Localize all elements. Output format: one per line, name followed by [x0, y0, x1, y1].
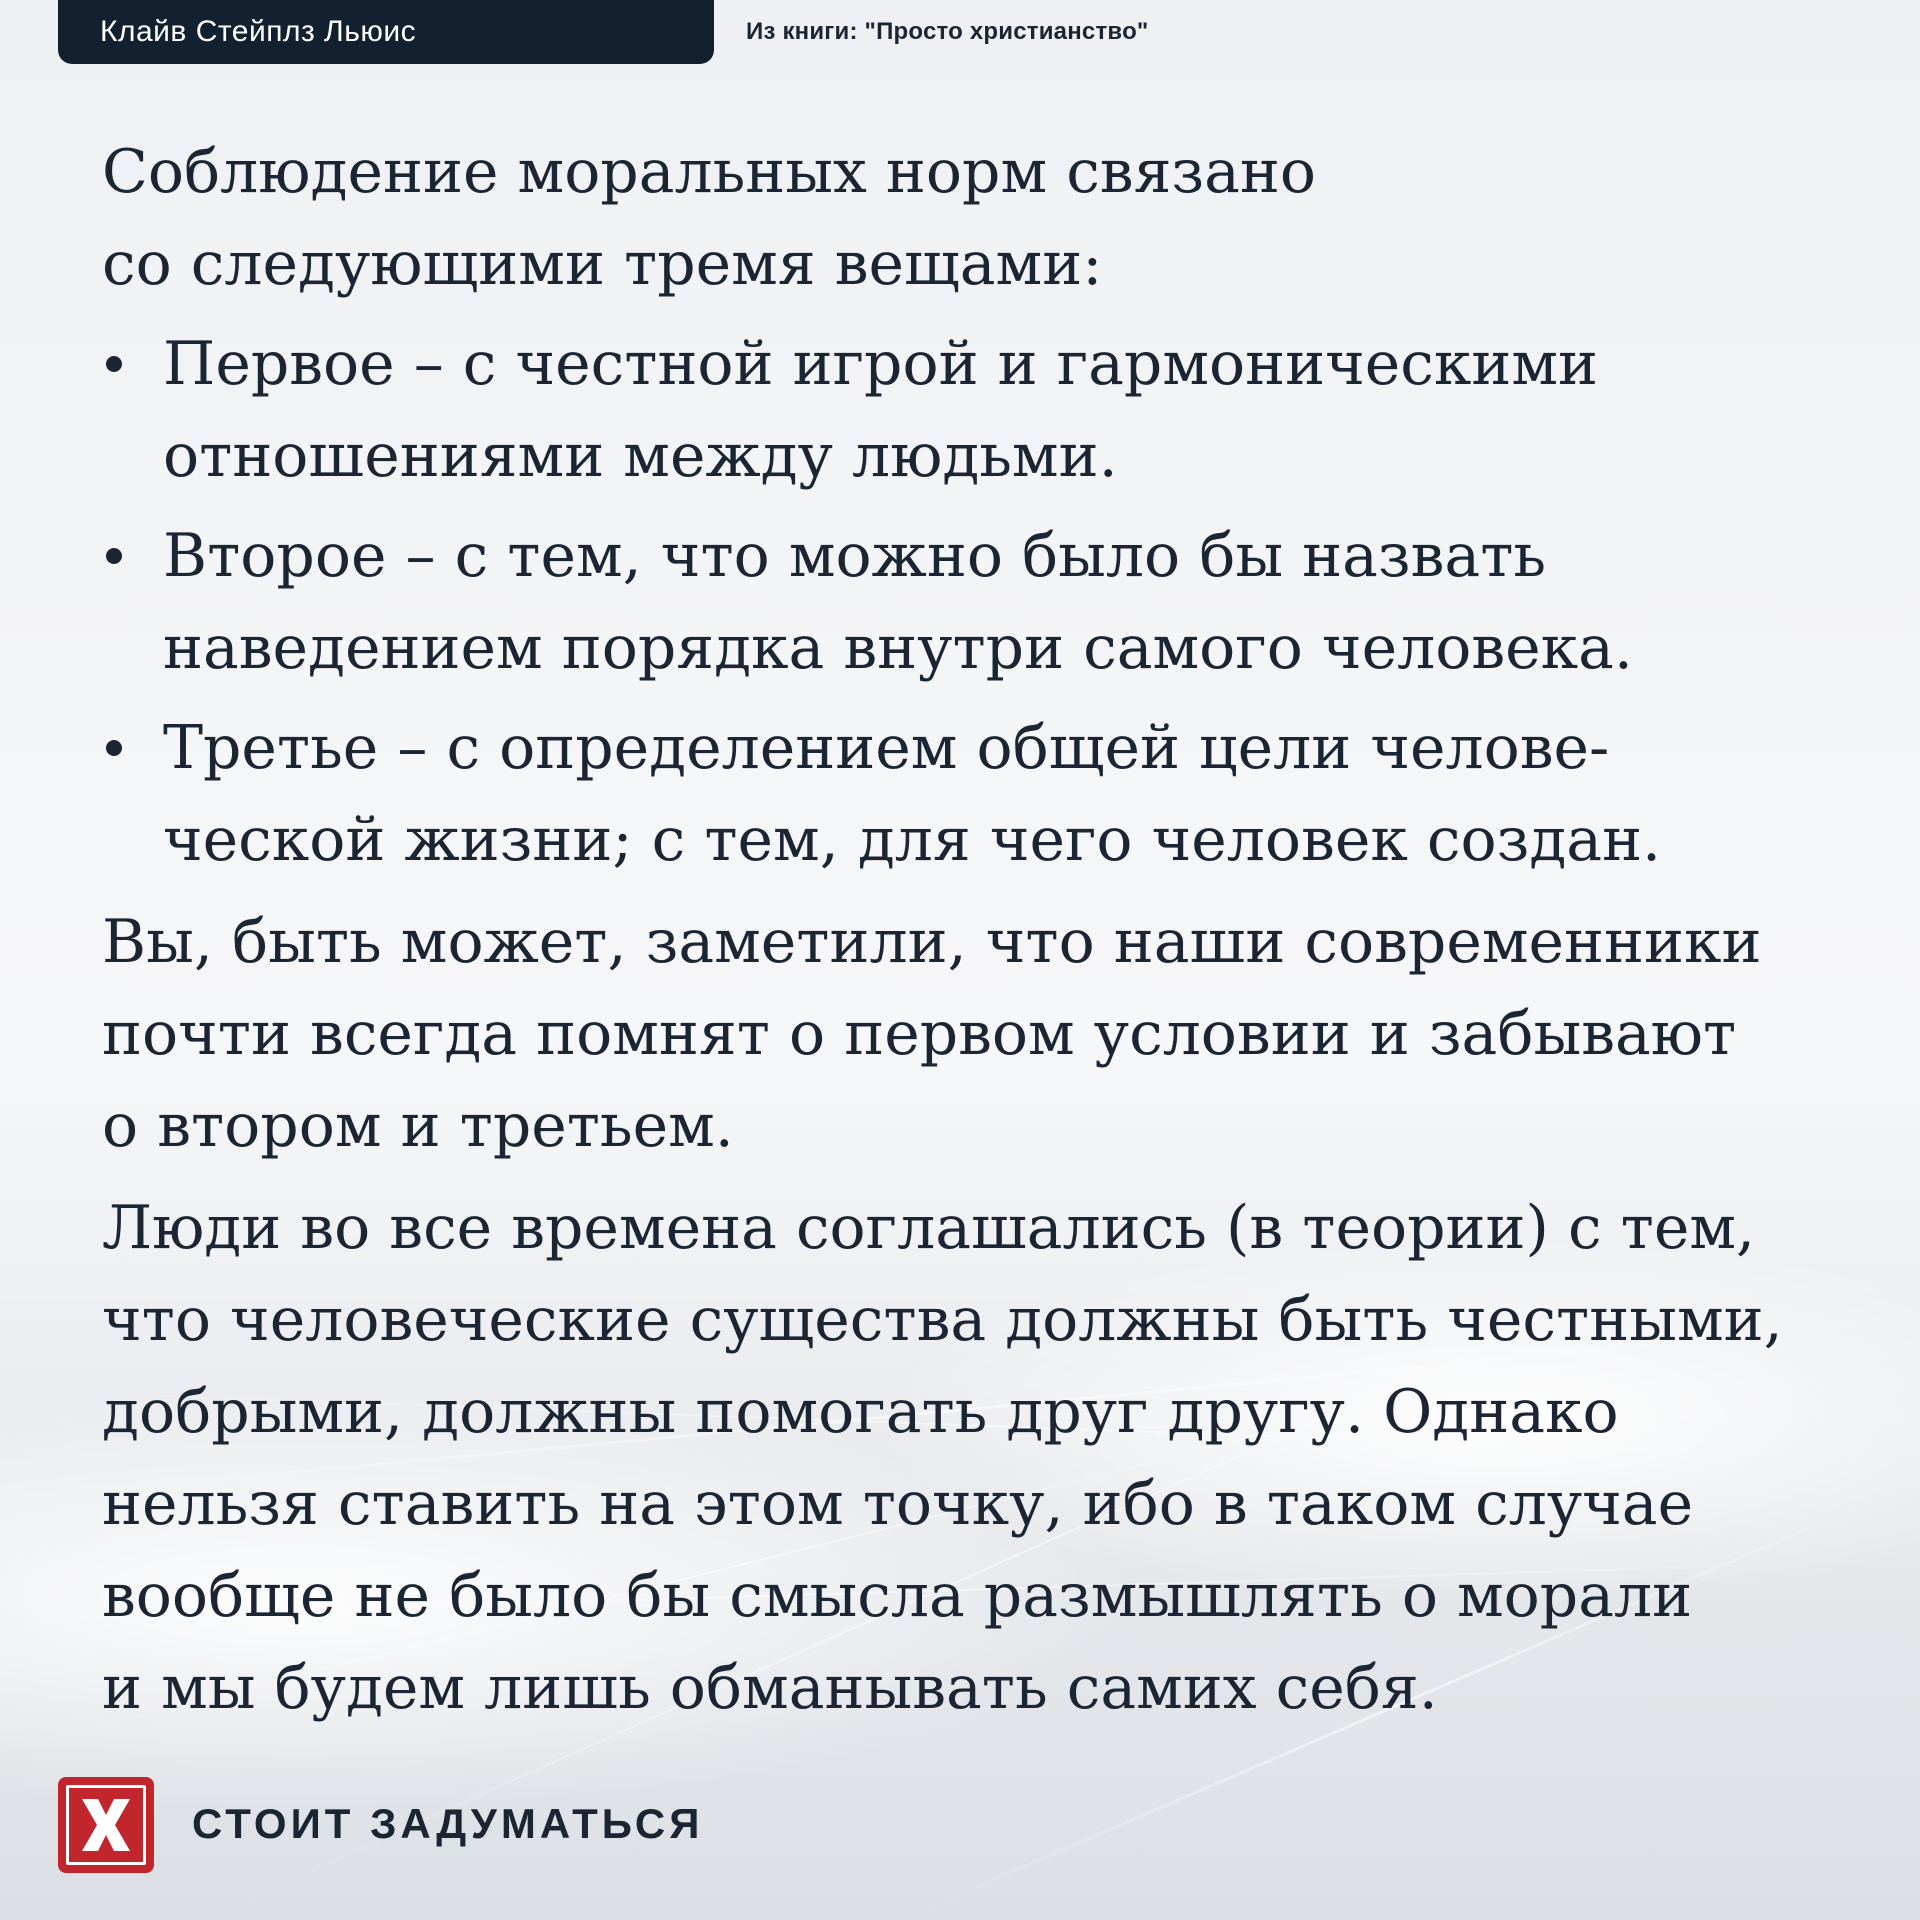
bullet-dot-icon [106, 356, 122, 372]
paragraph-line: Вы, быть может, заметили, что наши современники [102, 907, 1762, 977]
bullet-item-second [102, 510, 1862, 694]
bullet-dot-icon [106, 740, 122, 756]
paragraph-people-agreed [102, 1182, 1862, 1734]
bullet-line: Третье – с определением общей цели челове- [163, 713, 1610, 783]
paragraph-line: добрыми, должны помогать друг другу. Однако [102, 1377, 1619, 1447]
intro-line: Соблюдение моральных норм связано [102, 137, 1317, 207]
paragraph-line: вообще не было бы смысла размышлять о морали [102, 1561, 1693, 1631]
book-source: Из книги: "Просто христианство" [746, 18, 1149, 45]
author-name: Клайв Стейплз Льюис [100, 15, 417, 48]
bullet-line: Первое – с честной игрой и гармоническими [163, 329, 1599, 399]
paragraph-line: о втором и третьем. [102, 1091, 734, 1161]
brand-label: СТОИТ ЗАДУМАТЬСЯ [192, 1800, 704, 1847]
intro-paragraph [102, 126, 1862, 310]
x-logo-icon [58, 1777, 154, 1873]
paragraph-line: что человеческие существа должны быть честными, [102, 1285, 1783, 1355]
paragraph-line: почти всегда помнят о первом условии и забывают [102, 999, 1737, 1069]
bullet-line: ческой жизни; с тем, для чего человек создан. [163, 805, 1662, 875]
paragraph-modern-people [102, 896, 1862, 1172]
quote-body [102, 126, 1862, 1734]
bullet-line: Второе – с тем, что можно было бы назвать [163, 521, 1547, 591]
bullet-item-third [102, 702, 1862, 886]
paragraph-line: Люди во все времена соглашались (в теории) с тем, [102, 1193, 1756, 1263]
bullet-line: отношениями между людьми. [163, 421, 1118, 491]
bullet-list [102, 318, 1862, 886]
paragraph-line: нельзя ставить на этом точку, ибо в таком случае [102, 1469, 1694, 1539]
bullet-line: наведением порядка внутри самого человека. [163, 613, 1633, 683]
intro-line: со следующими тремя вещами: [102, 229, 1103, 299]
bullet-item-first [102, 318, 1862, 502]
bullet-dot-icon [106, 548, 122, 564]
author-tag [58, 0, 714, 64]
paragraph-line: и мы будем лишь обманывать самих себя. [102, 1653, 1438, 1723]
